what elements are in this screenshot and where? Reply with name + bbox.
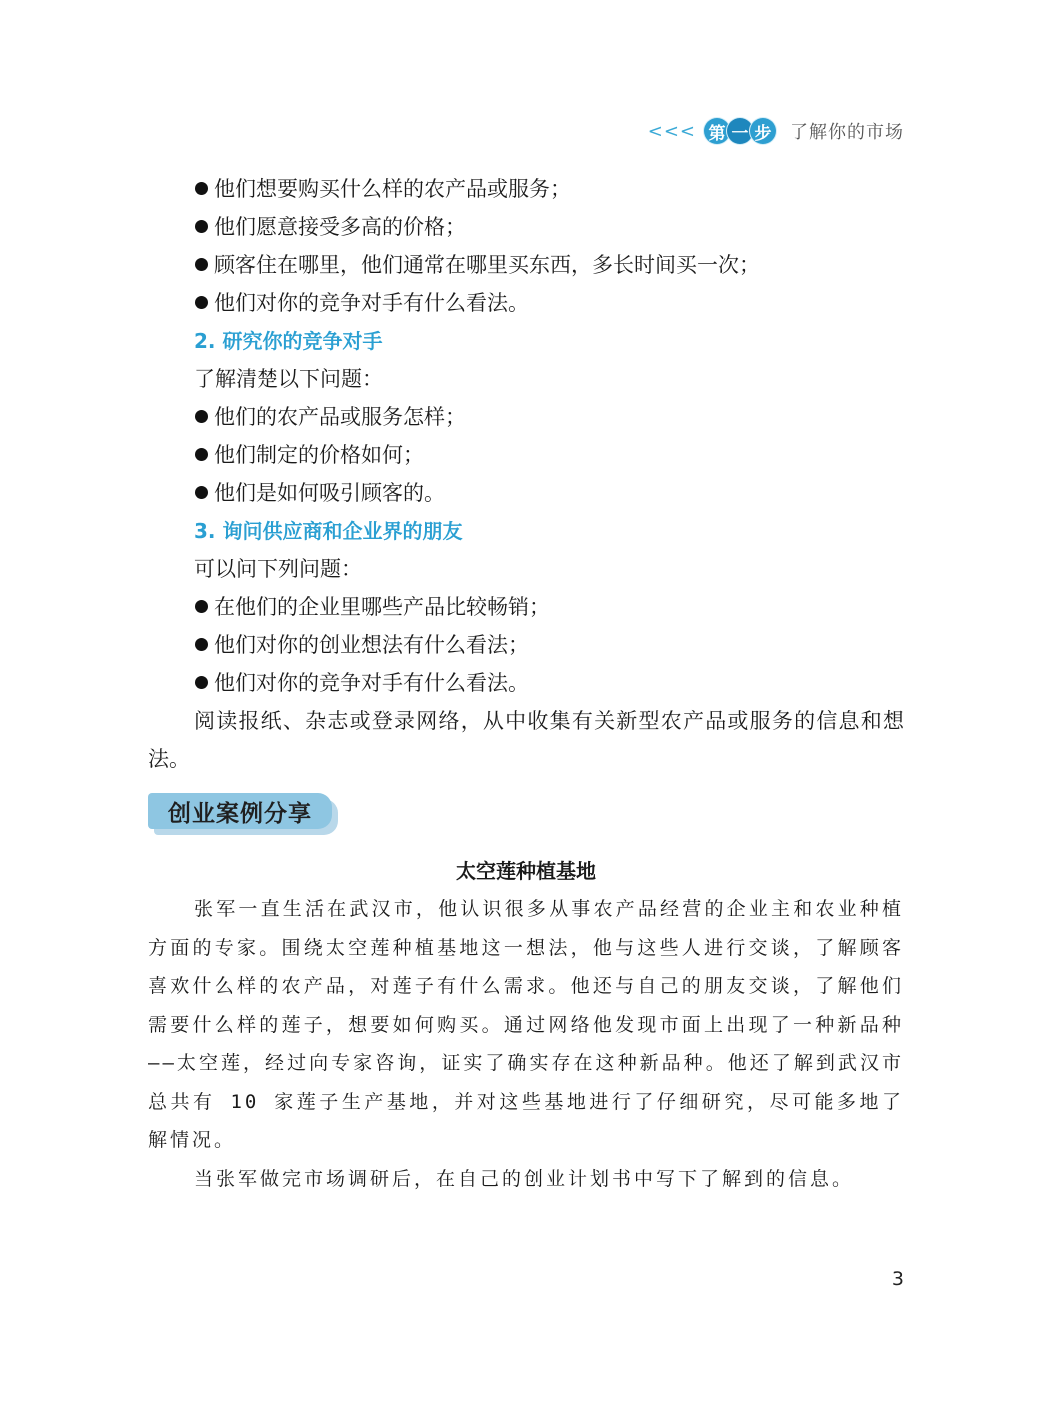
bullet-icon [195,676,208,689]
case-study-badge [148,793,338,837]
step-badge-char: 一 [727,118,753,144]
case-paragraph: 当张军做完市场调研后，在自己的创业计划书中写下了解到的信息。 [194,1167,855,1190]
section-heading: 3. 询问供应商和企业界的朋友 [194,519,463,543]
section-intro: 可以问下列问题： [194,557,362,581]
bullet-icon [195,638,208,651]
case-paragraph: 张军一直生活在武汉市，他认识很多从事农产品经营的企业主和农业种植方面的专家。围绕太空莲种植基地这一想法，他与这些人进行交谈，了解顾客喜欢什么样的农产品，对莲子有什么需求。他还与自己的朋友交谈，了解他们需要什么样的莲子，想要如何购买。通过网络他发现市面上出现了一种新品种——太空莲，经过向专家咨询，证实了确实存在这种新品种。他还了解到武汉市总共有 10 家莲子生产基地，并对这些基地进行了仔细研究，尽可能多地了解情况。 [148,898,904,1151]
list-item: 他们对你的创业想法有什么看法； [148,626,904,664]
main-content [148,170,904,778]
closing-paragraph: 阅读报纸、杂志或登录网络，从中收集有关新型农产品或服务的信息和想法。 [148,709,904,771]
list-item: 他们愿意接受多高的价格； [148,208,904,246]
bullet-icon [195,258,208,271]
list-item: 顾客住在哪里，他们通常在哪里买东西，多长时间买一次； [148,246,904,284]
list-item: 在他们的企业里哪些产品比较畅销； [148,588,904,626]
section-heading: 2. 研究你的竞争对手 [194,329,383,353]
bullet-icon [195,448,208,461]
page-number: 3 [891,1268,904,1290]
case-study [148,852,904,1198]
bullet-icon [195,486,208,499]
running-header [648,118,904,144]
section-intro: 了解清楚以下问题： [194,367,383,391]
chapter-title: 了解你的市场 [790,122,904,143]
chevrons-left-icon: <<< [647,120,696,142]
step-badge-char: 第 [704,118,730,144]
case-title: 太空莲种植基地 [456,859,596,883]
badge-label: 创业案例分享 [148,793,332,829]
bullet-icon [195,296,208,309]
step-badge [704,118,776,144]
list-item: 他们想要购买什么样的农产品或服务； [148,170,904,208]
list-item: 他们的农产品或服务怎样； [148,398,904,436]
bullet-icon [195,220,208,233]
list-item: 他们制定的价格如何； [148,436,904,474]
list-item: 他们是如何吸引顾客的。 [148,474,904,512]
bullet-icon [195,410,208,423]
list-item: 他们对你的竞争对手有什么看法。 [148,284,904,322]
step-badge-char: 步 [750,118,776,144]
bullet-icon [195,182,208,195]
list-item: 他们对你的竞争对手有什么看法。 [148,664,904,702]
bullet-icon [195,600,208,613]
